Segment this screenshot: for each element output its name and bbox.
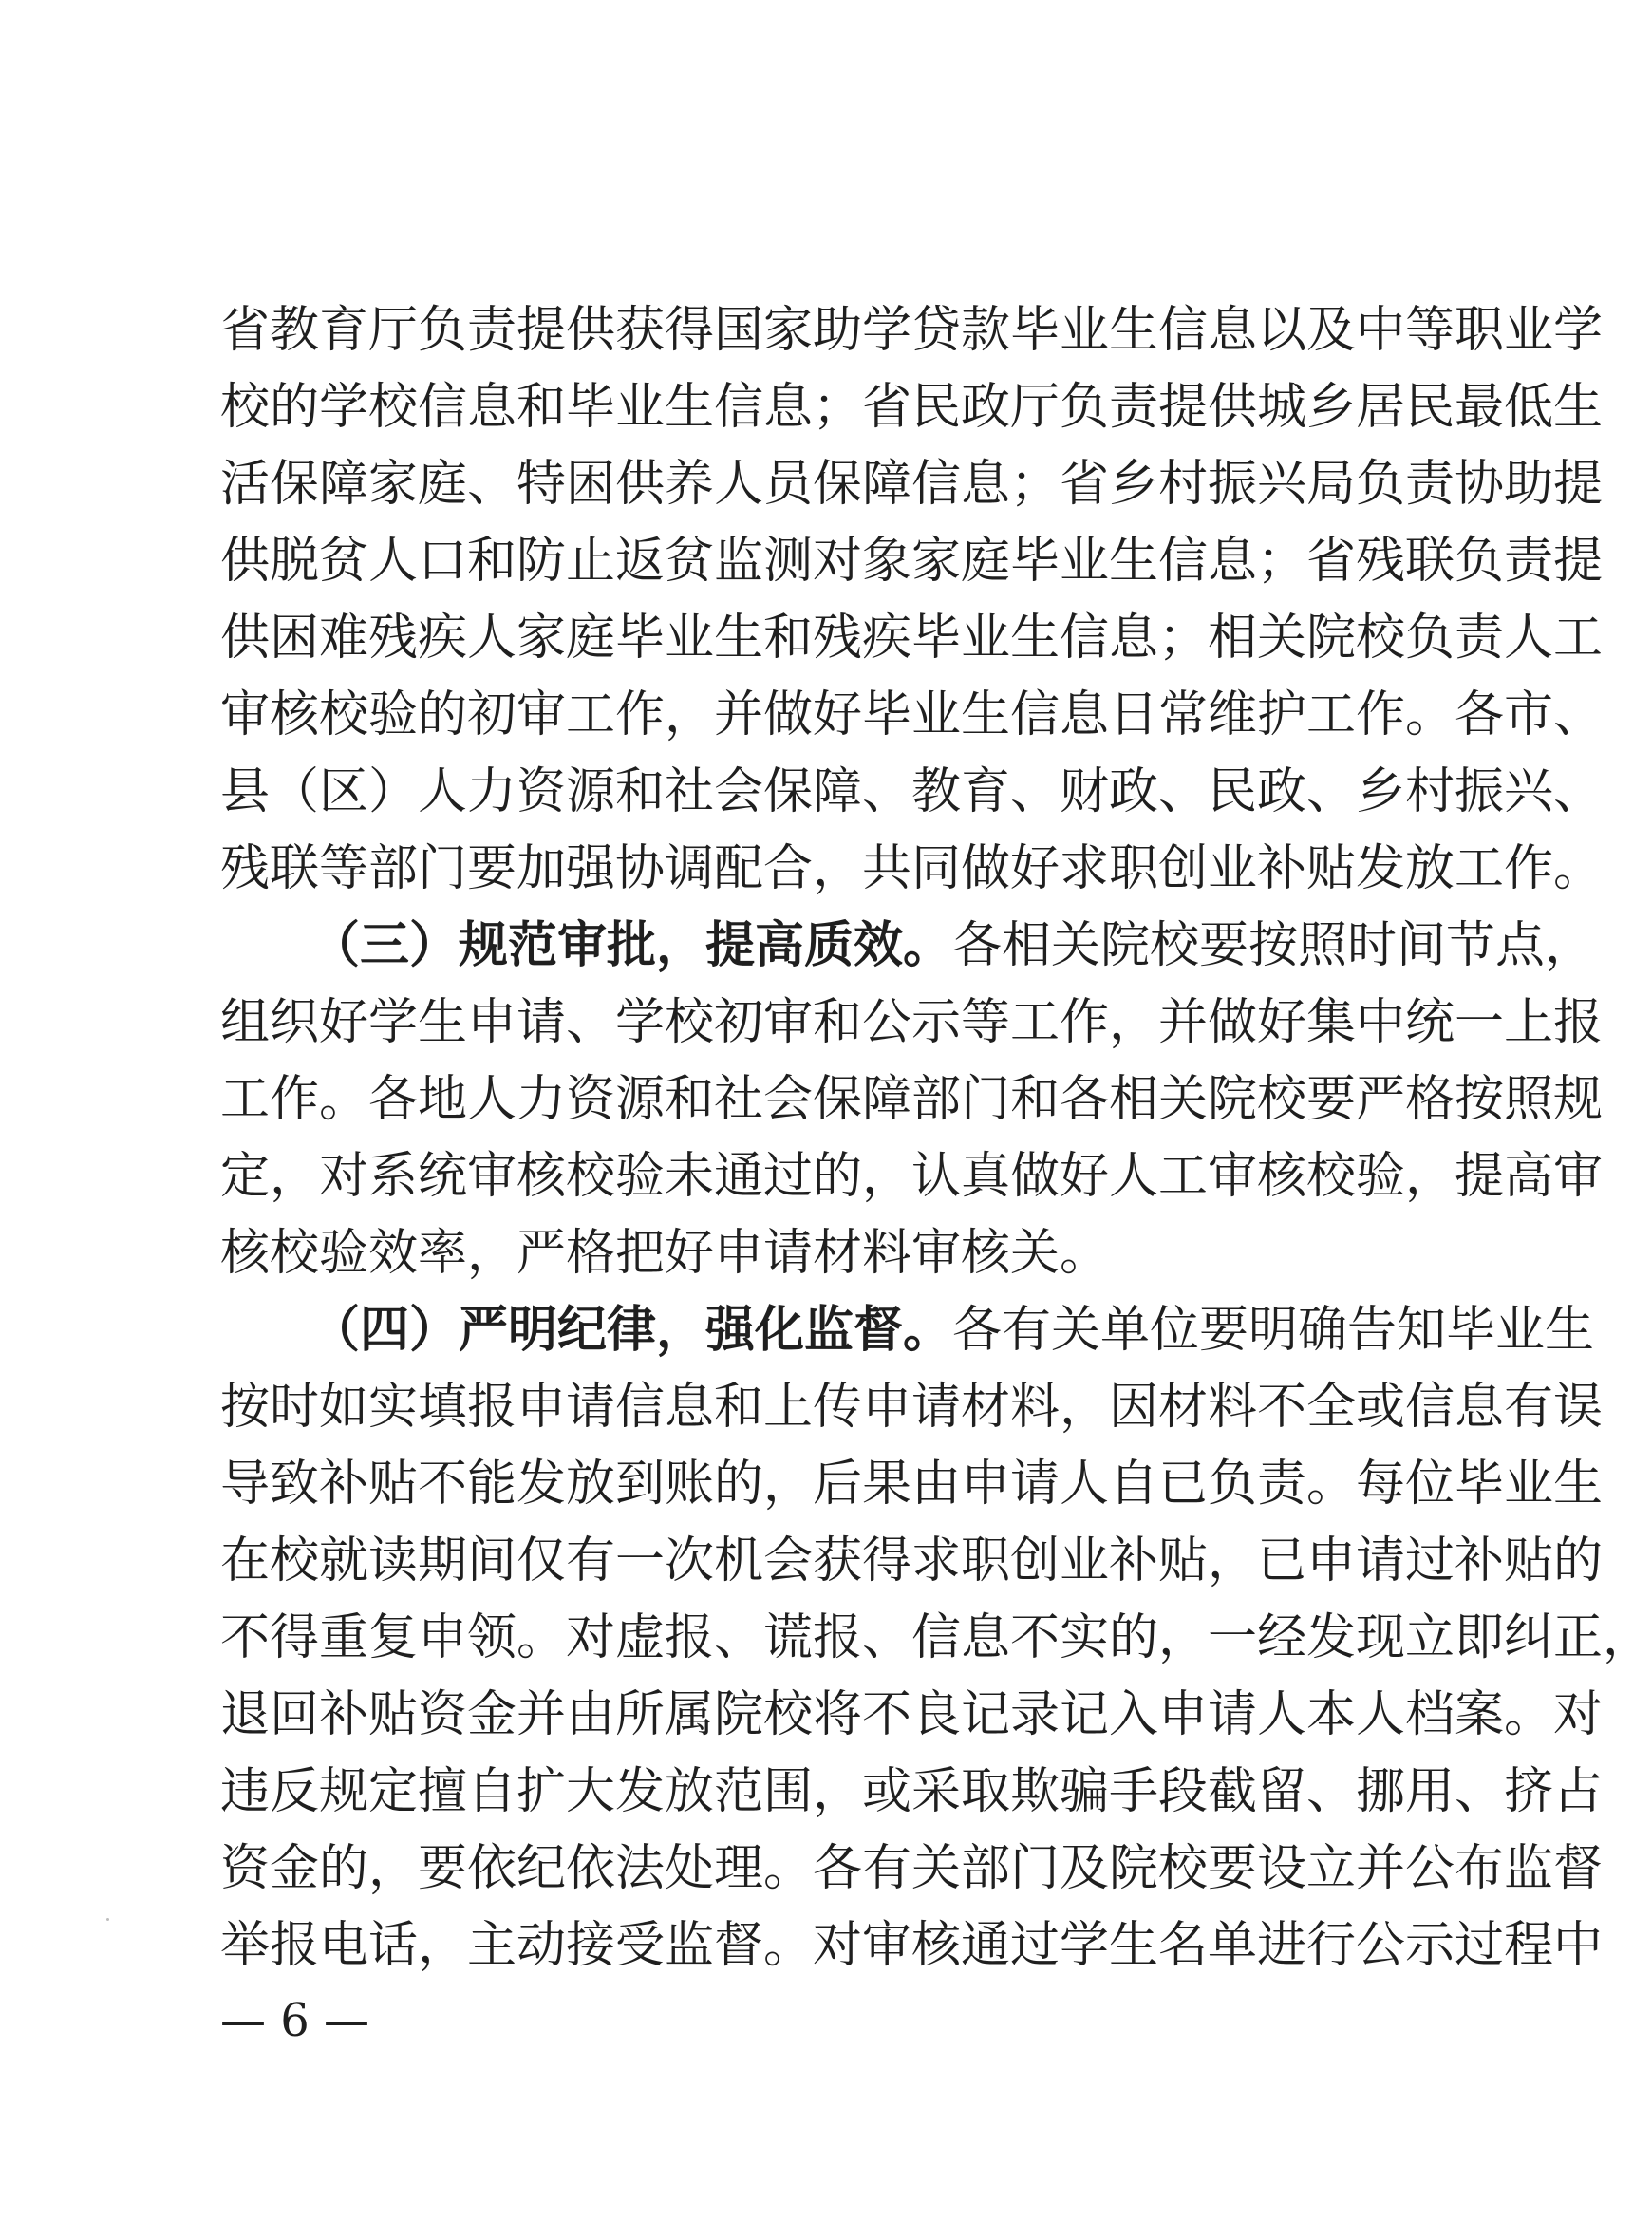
text-line: 举报电话，主动接受监督。对审核通过学生名单进行公示过程中 xyxy=(220,1917,1604,1974)
text-line: 违反规定擅自扩大发放范围，或采取欺骗手段截留、挪用、挤占 xyxy=(220,1763,1604,1820)
text-line: 在校就读期间仅有一次机会获得求职创业补贴，已申请过补贴的 xyxy=(220,1533,1604,1589)
text-line: 核校验效率，严格把好申请材料审核关。 xyxy=(220,1225,1110,1282)
scan-artifact xyxy=(106,1918,109,1921)
section-3-heading: （三）规范审批，提高质效。 xyxy=(310,916,953,974)
text-line: 县（区）人力资源和社会保障、教育、财政、民政、乡村振兴、 xyxy=(220,763,1604,820)
text-line: 校的学校信息和毕业生信息；省民政厅负责提供城乡居民最低生 xyxy=(220,379,1604,436)
text-line: 退回补贴资金并由所属院校将不良记录记入申请人本人档案。对 xyxy=(220,1686,1604,1743)
text-line: 按时如实填报申请信息和上传申请材料，因材料不全或信息有误 xyxy=(220,1379,1604,1436)
section-4-heading: （四）严明纪律，强化监督。 xyxy=(310,1301,953,1359)
text-line: 工作。各地人力资源和社会保障部门和各相关院校要严格按照规 xyxy=(220,1071,1604,1128)
section-3-first-line xyxy=(310,908,1595,984)
page-number: — 6 — xyxy=(220,1994,370,2047)
section-4-first-line xyxy=(310,1292,1595,1368)
document-body xyxy=(220,0,1652,2219)
text-line: 资金的，要依纪依法处理。各有关部门及院校要设立并公布监督 xyxy=(220,1840,1604,1897)
text-line: 供困难残疾人家庭毕业生和残疾毕业生信息；相关院校负责人工 xyxy=(220,610,1604,667)
text-line: 审核校验的初审工作，并做好毕业生信息日常维护工作。各市、 xyxy=(220,686,1604,743)
text-line: 不得重复申领。对虚报、谎报、信息不实的，一经发现立即纠正， xyxy=(220,1609,1652,1666)
text-line: 供脱贫人口和防止返贫监测对象家庭毕业生信息；省残联负责提 xyxy=(220,533,1604,590)
text-line: 省教育厅负责提供获得国家助学贷款毕业生信息以及中等职业学 xyxy=(220,302,1604,359)
text-line: 残联等部门要加强协调配合，共同做好求职创业补贴发放工作。 xyxy=(220,840,1604,897)
section-3-first-line-text: 各相关院校要按照时间节点， xyxy=(952,917,1595,974)
section-4-first-line-text: 各有关单位要明确告知毕业生 xyxy=(952,1302,1595,1359)
text-line: 定，对系统审核校验未通过的，认真做好人工审核校验，提高审 xyxy=(220,1148,1604,1205)
text-line: 导致补贴不能发放到账的，后果由申请人自已负责。每位毕业生 xyxy=(220,1456,1604,1513)
text-line: 活保障家庭、特困供养人员保障信息；省乡村振兴局负责协助提 xyxy=(220,456,1604,513)
text-line: 组织好学生申请、学校初审和公示等工作，并做好集中统一上报 xyxy=(220,994,1604,1051)
